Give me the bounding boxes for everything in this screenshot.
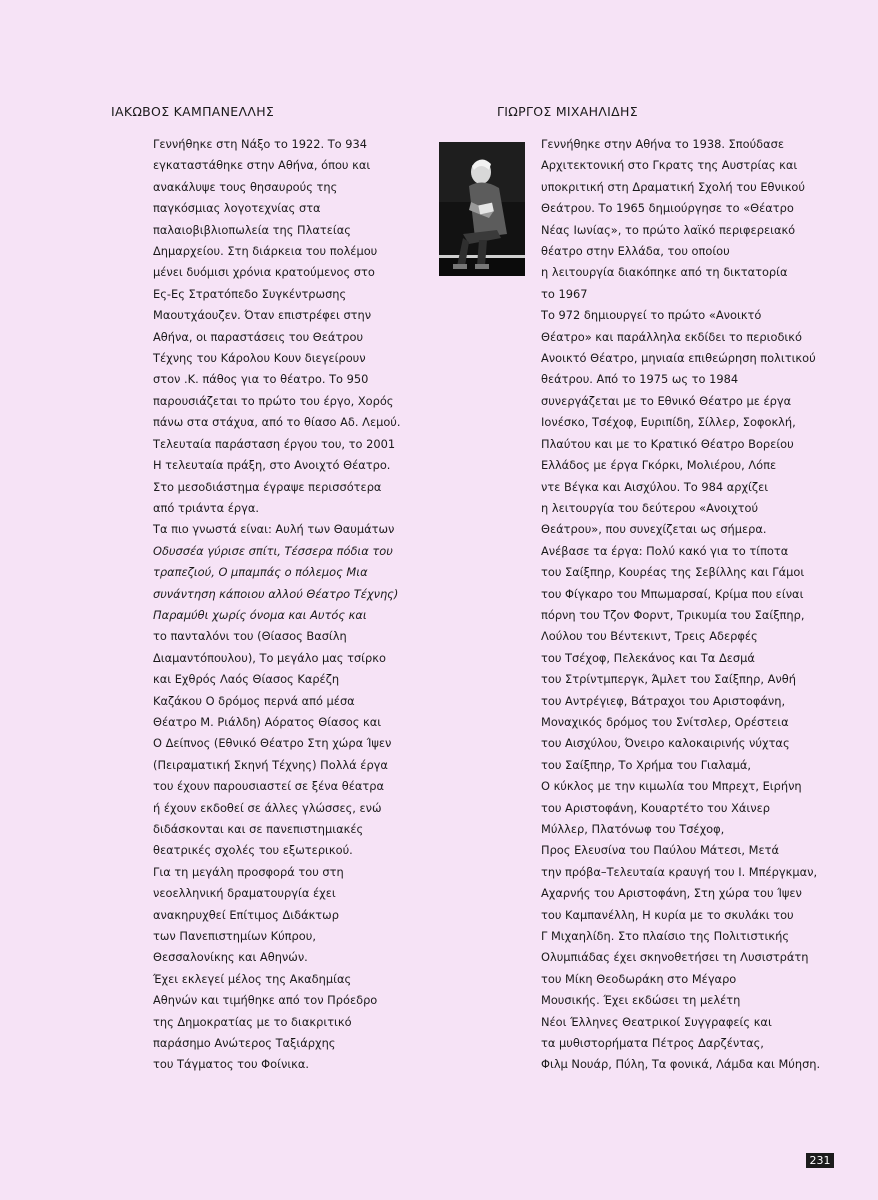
bio-line: Καζάκου Ο δρόμος περνά από μέσα — [153, 693, 355, 708]
bio-line: θέατρο στην Ελλάδα, του οποίου — [541, 244, 730, 259]
bio-line: Τέχνης του Κάρολου Κουν διεγείρουν — [153, 351, 366, 366]
bio-line: Οδυσσέα γύρισε σπίτι, Τέσσερα πόδια του — [153, 543, 393, 558]
bio-line: Γεννήθηκε στη Νάξο το 1922. Το 934 — [153, 137, 367, 151]
bio-line: της Δημοκρατίας με το διακριτικό — [153, 1014, 352, 1029]
page-number: 231 — [806, 1153, 834, 1168]
bio-line: του Φίγκαρο του Μπωμαρσαί, Κρίμα που είναι — [541, 586, 804, 601]
bio-line: Θεάτρου», που συνεχίζεται ως σήμερα. — [541, 522, 767, 537]
bio-line: Προς Ελευσίνα του Παύλου Μάτεσι, Μετά — [541, 843, 779, 858]
bio-line: Διαμαντόπουλου), Το μεγάλο μας τσίρκο — [153, 650, 386, 665]
bio-line: (Πειραματική Σκηνή Τέχνης) Πολλά έργα — [153, 757, 388, 772]
bio-line: του Σαίξπηρ, Το Χρήμα του Γιαλαμά, — [541, 757, 752, 772]
bio-line: Ο Δείπνος (Εθνικό Θέατρο Στη χώρα Ίψεν — [153, 736, 392, 751]
bio-line: ανακάλυψε τους θησαυρούς της — [153, 179, 338, 194]
bio-line: παγκόσμιας λογοτεχνίας στα — [153, 201, 321, 216]
bio-line: Λούλου του Βέντεκιντ, Τρεις Αδερφές — [541, 629, 758, 644]
bio-line: Ανοικτό Θέατρο, μηνιαία επιθεώρηση πολιτικού — [541, 351, 816, 366]
bio-line: Θέατρο» και παράλληλα εκδίδει το περιοδικό — [541, 329, 802, 344]
bio-line: Θεάτρου. Το 1965 δημιούργησε το «Θέατρο — [541, 201, 794, 216]
bio-line: του Καμπανέλλη, Η κυρία με το σκυλάκι του — [541, 907, 794, 922]
bio-line: του Αισχύλου, Όνειρο καλοκαιρινής νύχτας — [541, 736, 790, 751]
right-heading: ΓΙΩΡΓΟΣ ΜΙΧΑΗΛΙΔΗΣ — [497, 104, 638, 119]
bio-line: Φιλμ Νουάρ, Πύλη, Τα φονικά, Λάμδα και Μύηση. — [541, 1057, 821, 1072]
bio-line: Θεσσαλονίκης και Αθηνών. — [153, 950, 308, 965]
bio-line: Αθηνών και τιμήθηκε από τον Πρόεδρο — [153, 993, 378, 1008]
bio-line: Δημαρχείου. Στη διάρκεια του πολέμου — [153, 244, 378, 259]
bio-line: Ανέβασε τα έργα: Πολύ κακό για το τίποτα — [541, 543, 789, 558]
bio-line: ντε Βέγκα και Αισχύλου. Το 984 αρχίζει — [541, 479, 769, 494]
bio-line: ανακηρυχθεί Επίτιμος Διδάκτωρ — [153, 907, 339, 922]
bio-line: Μοναχικός δρόμος του Σνίτσλερ, Ορέστεια — [541, 714, 789, 729]
bio-line: το 1967 — [541, 286, 588, 301]
bio-line: Μαουτχάουζεν. Όταν επιστρέφει στην — [153, 308, 372, 323]
left-bio-column — [153, 134, 401, 1076]
bio-line: θεατρικές σχολές του εξωτερικού. — [153, 843, 353, 858]
bio-line: Αρχιτεκτονική στο Γκρατς της Αυστρίας και — [541, 158, 798, 173]
bio-line: και Εχθρός Λαός Θίασος Καρέζη — [153, 672, 340, 687]
bio-line: ή έχουν εκδοθεί σε άλλες γλώσσες, ενώ — [153, 800, 382, 815]
bio-line: Ο κύκλος με την κιμωλία του Μπρεχτ, Ειρήνη — [541, 779, 802, 794]
bio-line: μένει δυόμισι χρόνια κρατούμενος στο — [153, 265, 375, 280]
portrait-photo — [439, 142, 525, 276]
bio-line: του Σαίξπηρ, Κουρέας της Σεβίλλης και Γάμοι — [541, 565, 805, 580]
bio-line: εγκαταστάθηκε στην Αθήνα, όπου και — [153, 158, 371, 173]
bio-line: του Τάγματος του Φοίνικα. — [153, 1057, 310, 1072]
bio-line: Η τελευταία πράξη, στο Ανοιχτό Θέατρο. — [153, 458, 391, 473]
portrait-figure-icon — [439, 142, 525, 276]
bio-line: Αχαρνής του Αριστοφάνη, Στη χώρα του Ίψεν — [541, 886, 802, 901]
bio-line: στον .Κ. πάθος για το θέατρο. Το 950 — [153, 372, 369, 387]
bio-line: συνεργάζεται με το Εθνικό Θέατρο με έργα — [541, 393, 792, 408]
bio-line: το πανταλόνι του (Θίασος Βασίλη — [153, 629, 347, 644]
bio-line: Μουσικής. Έχει εκδώσει τη μελέτη — [541, 993, 741, 1008]
bio-line: Πλαύτου και με το Κρατικό Θέατρο Βορείου — [541, 436, 794, 451]
bio-line: Στο μεσοδιάστημα έγραψε περισσότερα — [153, 479, 382, 494]
bio-line: η λειτουργία του δεύτερου «Ανοιχτού — [541, 500, 759, 515]
bio-line: συνάντηση κάποιου αλλού Θέατρο Τέχνης) — [153, 586, 399, 601]
bio-line: θεάτρου. Από το 1975 ως το 1984 — [541, 372, 739, 387]
bio-line: Θέατρο Μ. Ριάλδη) Αόρατος Θίασος και — [153, 714, 382, 729]
bio-line: Ες-Ες Στρατόπεδο Συγκέντρωσης — [153, 286, 347, 301]
bio-line: παράσημο Ανώτερος Ταξιάρχης — [153, 1036, 336, 1051]
bio-line: Τα πιο γνωστά είναι: Αυλή των Θαυμάτων — [153, 522, 395, 537]
bio-line: Για τη μεγάλη προσφορά του στη — [153, 864, 344, 879]
bio-line: του Αντρέγιεφ, Βάτραχοι του Αριστοφάνη, — [541, 693, 786, 708]
bio-line: Γεννήθηκε στην Αθήνα το 1938. Σπούδασε — [541, 137, 785, 151]
bio-line: υποκριτική στη Δραματική Σχολή του Εθνικού — [541, 179, 805, 194]
bio-line: νεοελληνική δραματουργία έχει — [153, 886, 336, 901]
bio-line: πάνω στα στάχυα, από το θίασο Αδ. Λεμού. — [153, 415, 401, 430]
bio-line: την πρόβα–Τελευταία κραυγή του Ι. Μπέργκμαν, — [541, 864, 818, 879]
bio-line: του Μίκη Θεοδωράκη στο Μέγαρο — [541, 971, 737, 986]
bio-line: Παραμύθι χωρίς όνομα και Αυτός και — [153, 607, 367, 622]
bio-line: Νέοι Έλληνες Θεατρικοί Συγγραφείς και — [541, 1014, 772, 1029]
bio-line: Έχει εκλεγεί μέλος της Ακαδημίας — [153, 971, 352, 986]
bio-line: τα μυθιστορήματα Πέτρος Δαρζέντας, — [541, 1036, 764, 1051]
left-heading: ΙΑΚΩΒΟΣ ΚΑΜΠΑΝΕΛΛΗΣ — [111, 104, 275, 119]
bio-line: Ιονέσκο, Τσέχοφ, Ευριπίδη, Σίλλερ, Σοφοκλή, — [541, 415, 796, 430]
bio-line: η λειτουργία διακόπηκε από τη δικτατορία — [541, 265, 788, 280]
bio-line: του έχουν παρουσιαστεί σε ξένα θέατρα — [153, 779, 384, 794]
bio-line: των Πανεπιστημίων Κύπρου, — [153, 929, 316, 944]
bio-line: του Τσέχοφ, Πελεκάνος και Τα Δεσμά — [541, 650, 755, 665]
bio-line: από τριάντα έργα. — [153, 500, 260, 515]
bio-line: Τελευταία παράσταση έργου του, το 2001 — [153, 436, 396, 451]
bio-line: Γ Μιχαηλίδη. Στο πλαίσιο της Πολιτιστικής — [541, 929, 790, 944]
bio-line: του Αριστοφάνη, Κουαρτέτο του Χάινερ — [541, 800, 770, 815]
bio-line: τραπεζιού, Ο μπαμπάς ο πόλεμος Μια — [153, 565, 368, 580]
bio-line: παλαιοβιβλιοπωλεία της Πλατείας — [153, 222, 351, 237]
bio-line: Το 972 δημιουργεί το πρώτο «Ανοικτό — [541, 308, 762, 323]
right-bio-column — [541, 134, 821, 1076]
bio-line: πόρνη του Τζον Φορντ, Τρικυμία του Σαίξπηρ, — [541, 607, 805, 622]
bio-line: παρουσιάζεται το πρώτο του έργο, Χορός — [153, 393, 394, 408]
bio-line: Αθήνα, οι παραστάσεις του Θεάτρου — [153, 329, 364, 344]
bio-line: Νέας Ιωνίας», το πρώτο λαϊκό περιφερειακό — [541, 222, 796, 237]
bio-line: Ολυμπιάδας έχει σκηνοθετήσει τη Λυσιστράτη — [541, 950, 809, 965]
bio-line: του Στρίντμπεργκ, Άμλετ του Σαίξπηρ, Ανθή — [541, 672, 796, 687]
bio-line: διδάσκονται και σε πανεπιστημιακές — [153, 822, 364, 836]
bio-line: Μύλλερ, Πλατόνωφ του Τσέχοφ, — [541, 822, 725, 836]
bio-line: Ελλάδος με έργα Γκόρκι, Μολιέρου, Λόπε — [541, 458, 777, 473]
